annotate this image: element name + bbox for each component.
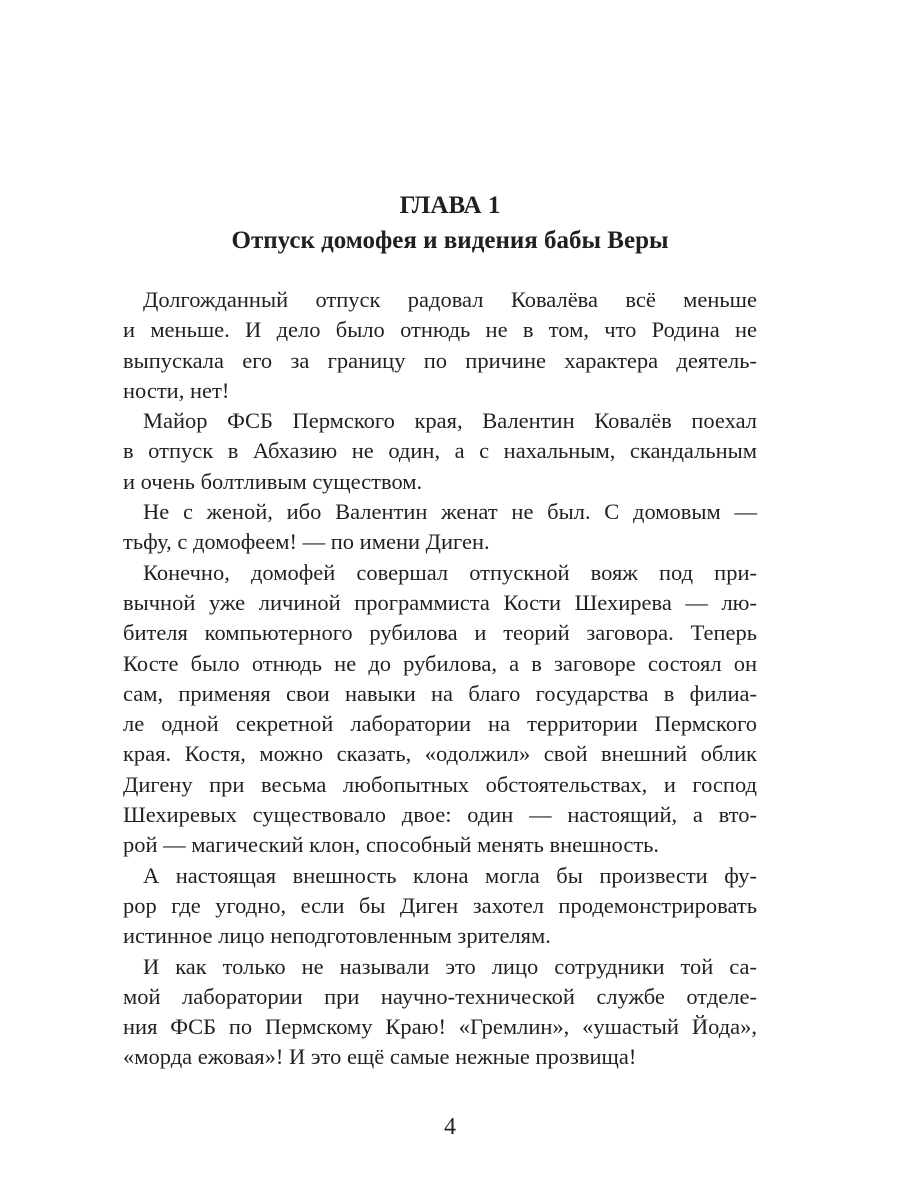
text-line: бителя компьютерного рубилова и теорий заговора. Теперь xyxy=(123,620,757,646)
text-line: Майор ФСБ Пермского края, Валентин Ковалёв поехал xyxy=(143,408,757,434)
text-line: края. Костя, можно сказать, «одолжил» свой внешний облик xyxy=(123,741,757,767)
text-line: рой — магический клон, способный менять внешность. xyxy=(123,832,660,858)
text-line: Долгожданный отпуск радовал Ковалёва всё меньше xyxy=(143,287,757,312)
text-line: в отпуск в Абхазию не один, а с нахальным, скандальным xyxy=(123,438,757,464)
text-line: Конечно, домофей совершал отпускной вояж под при- xyxy=(143,559,757,585)
text-line: ния ФСБ по Пермскому Краю! «Гремлин», «ушастый Йода», xyxy=(123,1014,757,1040)
paragraph xyxy=(123,952,757,1073)
chapter-label: ГЛАВА 1 xyxy=(399,192,501,219)
text-line: тьфу, с домофеем! — по имени Диген. xyxy=(123,529,490,555)
text-line: И как только не называли это лицо сотрудники той са- xyxy=(143,953,757,979)
text-line: и меньше. И дело было отнюдь не в том, что Родина не xyxy=(123,317,757,343)
text-line: выпускала его за границу по причине характера деятель- xyxy=(123,347,757,373)
text-line: «морда ежовая»! И это ещё самые нежные прозвища! xyxy=(123,1044,637,1070)
text-line: истинное лицо неподготовленным зрителям. xyxy=(123,923,551,949)
text-line: мой лаборатории при научно-технической службе отделе- xyxy=(123,983,757,1009)
text-line: и очень болтливым существом. xyxy=(123,468,423,494)
paragraph xyxy=(123,406,757,497)
paragraph xyxy=(123,861,757,952)
text-line: ности, нет! xyxy=(123,377,230,403)
chapter-title: Отпуск домофея и видения бабы Веры xyxy=(231,227,669,254)
paragraph xyxy=(123,497,757,558)
paragraph xyxy=(123,285,757,406)
paragraph xyxy=(123,558,757,861)
text-line: А настоящая внешность клона могла бы произвести фу- xyxy=(143,862,757,888)
text-line: Дигену при весьма любопытных обстоятельствах, и господ xyxy=(123,771,757,797)
text-line: ле одной секретной лаборатории на территории Пермского xyxy=(123,711,757,737)
text-line: рор где угодно, если бы Диген захотел продемонстрировать xyxy=(123,892,757,918)
body-text xyxy=(123,285,757,1073)
page-number: 4 xyxy=(444,1114,456,1140)
text-line: Косте было отнюдь не до рубилова, а в заговоре состоял он xyxy=(123,650,757,676)
text-line: Шехиревых существовало двое: один — настоящий, а вто- xyxy=(123,802,757,828)
text-line: Не с женой, ибо Валентин женат не был. С домовым — xyxy=(143,499,757,525)
text-line: сам, применяя свои навыки на благо государства в филиа- xyxy=(123,680,757,706)
text-line: вычной уже личиной программиста Кости Шехирева — лю- xyxy=(123,589,757,615)
